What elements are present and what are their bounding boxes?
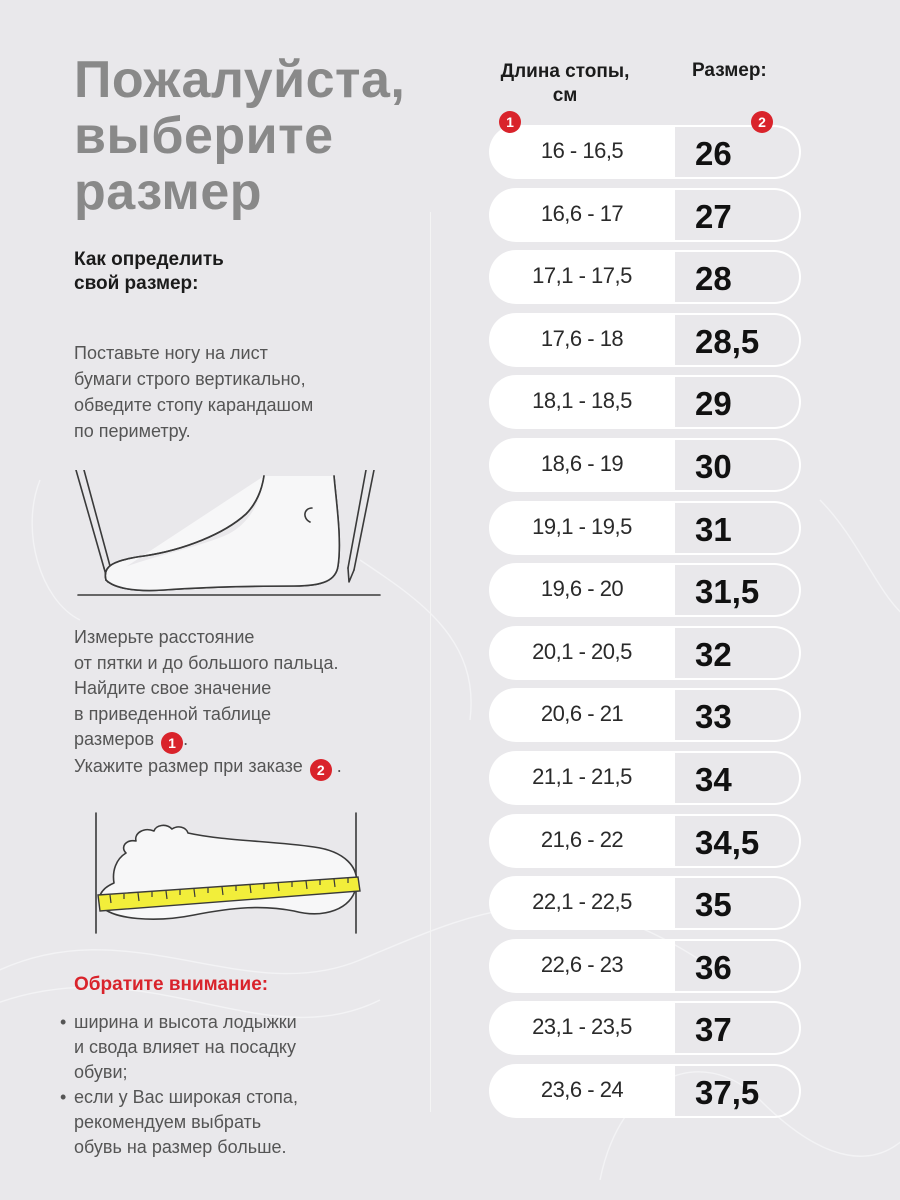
size-cell: 31,5 bbox=[657, 563, 801, 617]
instruction-line: Укажите размер при заказе 2 . bbox=[74, 754, 414, 781]
note-line: обуви; bbox=[74, 1062, 128, 1082]
foot-length-cell: 20,1 - 20,5 bbox=[489, 626, 675, 680]
notice-heading: Обратите внимание: bbox=[74, 974, 269, 995]
how-to-heading bbox=[74, 248, 414, 296]
foot-length-cell: 16,6 - 17 bbox=[489, 188, 675, 242]
left-column bbox=[74, 52, 414, 1160]
foot-length-cell: 23,6 - 24 bbox=[489, 1064, 675, 1118]
size-cell: 26 bbox=[657, 125, 801, 179]
table-row bbox=[489, 125, 801, 179]
size-cell: 37 bbox=[657, 1001, 801, 1055]
foot-length-cell: 22,1 - 22,5 bbox=[489, 876, 675, 930]
foot-length-cell: 17,6 - 18 bbox=[489, 313, 675, 367]
table-row bbox=[489, 375, 801, 429]
foot-length-cell: 21,1 - 21,5 bbox=[489, 751, 675, 805]
note-line: рекомендуем выбрать bbox=[74, 1112, 262, 1132]
size-cell: 31 bbox=[657, 501, 801, 555]
number-badge-2: 2 bbox=[751, 111, 773, 133]
instruction-line: по периметру. bbox=[74, 421, 191, 441]
size-cell: 36 bbox=[657, 939, 801, 993]
table-row bbox=[489, 563, 801, 617]
foot-length-cell: 19,6 - 20 bbox=[489, 563, 675, 617]
instruction-measure bbox=[74, 625, 414, 781]
instruction-line: размеров 1 . bbox=[74, 727, 414, 754]
notes-list bbox=[60, 1010, 414, 1160]
instruction-line: от пятки и до большого пальца. bbox=[74, 652, 339, 673]
instruction-line: Найдите свое значение bbox=[74, 678, 272, 698]
column-divider bbox=[430, 212, 431, 1112]
size-cell: 33 bbox=[657, 688, 801, 742]
title-line: размер bbox=[74, 163, 263, 221]
table-row bbox=[489, 814, 801, 868]
note-line: • ширина и высота лодыжки bbox=[74, 1012, 297, 1032]
heading-line: Как определить bbox=[74, 249, 224, 270]
foot-side-pencils-icon bbox=[74, 470, 384, 605]
table-row bbox=[489, 250, 801, 304]
note-line: обувь на размер больше. bbox=[74, 1137, 287, 1157]
instruction-line: в приведенной таблице bbox=[74, 703, 272, 724]
instruction-text: размеров bbox=[74, 729, 155, 749]
foot-length-cell: 16 - 16,5 bbox=[489, 125, 675, 179]
instruction-text: Укажите размер при заказе bbox=[74, 756, 303, 776]
table-row bbox=[489, 1001, 801, 1055]
size-cell: 32 bbox=[657, 626, 801, 680]
header-line: см bbox=[552, 85, 578, 106]
header-foot-length bbox=[470, 60, 660, 108]
table-row bbox=[489, 188, 801, 242]
note-line: и свода влияет на посадку bbox=[74, 1037, 296, 1057]
note-line: • если у Вас широкая стопа, bbox=[74, 1087, 298, 1107]
size-cell: 28 bbox=[657, 250, 801, 304]
foot-length-cell: 22,6 - 23 bbox=[489, 939, 675, 993]
table-row bbox=[489, 939, 801, 993]
foot-length-cell: 18,1 - 18,5 bbox=[489, 375, 675, 429]
number-badge-2: 2 bbox=[310, 759, 332, 781]
instruction-trace bbox=[74, 340, 414, 444]
foot-length-cell: 18,6 - 19 bbox=[489, 438, 675, 492]
header-size: Размер: bbox=[692, 60, 767, 81]
size-cell: 29 bbox=[657, 375, 801, 429]
instruction-line: обведите стопу карандашом bbox=[74, 395, 314, 415]
foot-top-ruler-icon bbox=[74, 811, 364, 936]
title-line: выберите bbox=[74, 107, 334, 165]
list-item bbox=[60, 1085, 414, 1160]
foot-length-cell: 17,1 - 17,5 bbox=[489, 250, 675, 304]
foot-length-cell: 20,6 - 21 bbox=[489, 688, 675, 742]
table-row bbox=[489, 876, 801, 930]
instruction-line: Поставьте ногу на лист bbox=[74, 343, 268, 363]
size-cell: 28,5 bbox=[657, 313, 801, 367]
table-row bbox=[489, 751, 801, 805]
table-row bbox=[489, 438, 801, 492]
table-row bbox=[489, 688, 801, 742]
foot-length-cell: 19,1 - 19,5 bbox=[489, 501, 675, 555]
header-line: Длина стопы, bbox=[500, 61, 630, 82]
foot-length-cell: 23,1 - 23,5 bbox=[489, 1001, 675, 1055]
size-cell: 34 bbox=[657, 751, 801, 805]
table-row bbox=[489, 626, 801, 680]
foot-length-cell: 21,6 - 22 bbox=[489, 814, 675, 868]
size-cell: 27 bbox=[657, 188, 801, 242]
title-line: Пожалуйста, bbox=[74, 51, 406, 109]
heading-line: свой размер: bbox=[74, 273, 199, 294]
size-cell: 30 bbox=[657, 438, 801, 492]
number-badge-1: 1 bbox=[161, 732, 183, 754]
table-row bbox=[489, 313, 801, 367]
list-item bbox=[60, 1010, 414, 1085]
instruction-line: Измерьте расстояние bbox=[74, 627, 255, 647]
page-title bbox=[74, 52, 414, 220]
table-row bbox=[489, 1064, 801, 1118]
table-row bbox=[489, 501, 801, 555]
size-cell: 35 bbox=[657, 876, 801, 930]
size-cell: 34,5 bbox=[657, 814, 801, 868]
instruction-line: бумаги строго вертикально, bbox=[74, 369, 306, 389]
number-badge-1: 1 bbox=[499, 111, 521, 133]
size-cell: 37,5 bbox=[657, 1064, 801, 1118]
